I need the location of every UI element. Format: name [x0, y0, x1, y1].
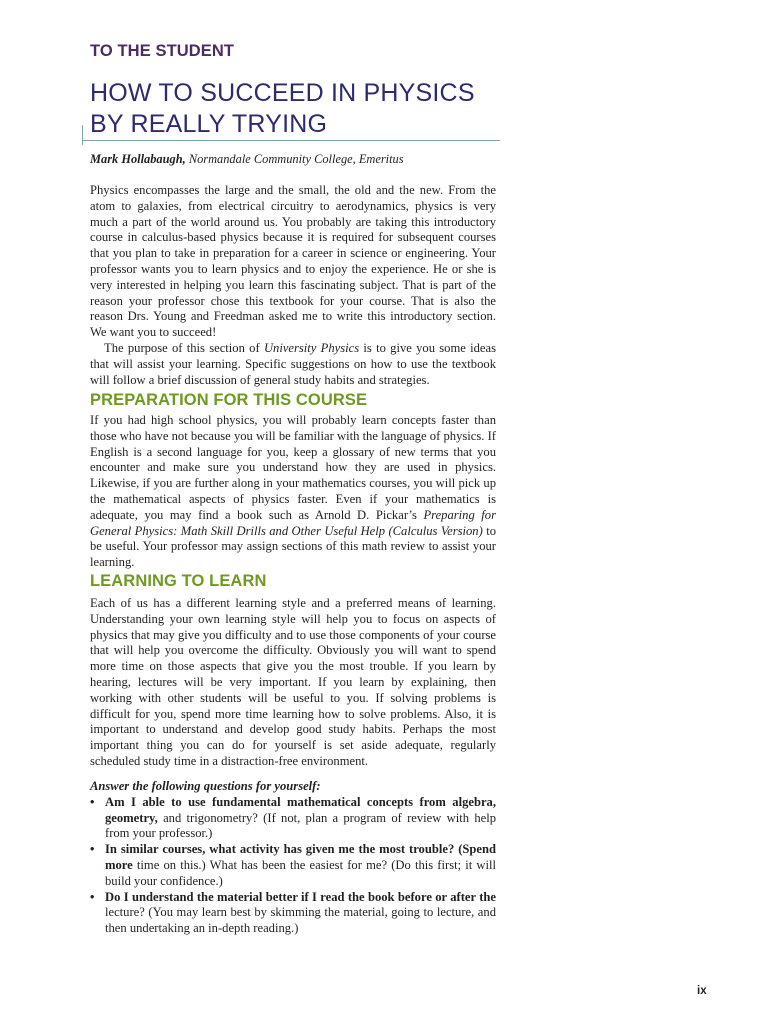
question-rest: lecture? (You may learn best by skimming the material, going to lecture, and then undertaking an in-depth reading.) [105, 905, 496, 936]
list-item [90, 795, 496, 842]
intro-paragraph-1: Physics encompasses the large and the small, the old and the new. From the atom to galaxies, from electrical circuitry to aerodynamics, physics is very much a part of the world around us. You probably are taking this introductory course in calculus-based physics because it is required for subsequent courses that you plan to take in preparation for a career in science or engineering. Your professor wants you to learn physics and to enjoy the experience. He or she is very interested in helping you learn this fascinating subject. That is part of the reason your professor chose this textbook for your course. That is also the reason Drs. Young and Freedman asked me to write this introductory section. We want you to succeed! [90, 183, 496, 340]
section-kicker: TO THE STUDENT [90, 42, 235, 60]
learning-paragraph: Each of us has a different learning style and a preferred means of learning. Understanding your own learning style will help you to focus on aspects of physics that may give you difficulty and to use those components of your course that will help you overcome the difficulty. Obviously you will want to spend more time on those aspects that give you the most trouble. If you learn by hearing, lectures will be very important. If you learn by explaining, then working with other students will be useful to you. If solving problems is difficult for you, spend more time learning how to solve problems. Also, it is important to understand and develop good study habits. Perhaps the most important thing you can do for yourself is set aside adequate, regularly scheduled study time in a distraction-free environment. [90, 596, 496, 768]
question-bold: Am I able to use fundamental mathematical concepts from algebra, geometry, [105, 794, 496, 825]
page-title [90, 78, 475, 140]
learning-section [90, 596, 496, 770]
page-title-line-2: BY REALLY TRYING [90, 110, 328, 138]
question-rest: time on this.) What has been the easiest for me? (Do this first; it will build your confidence.) [105, 857, 496, 888]
question-rest: and trigonometry? (If not, plan a program of review with help from your professor.) [105, 810, 496, 841]
preparation-heading: PREPARATION FOR THIS COURSE [90, 391, 368, 409]
title-rule-vertical [82, 125, 83, 145]
preparation-section [90, 413, 496, 571]
page-title-line-1: HOW TO SUCCEED IN PHYSICS [90, 79, 475, 107]
bullet-icon: • [90, 794, 95, 809]
author-byline [90, 152, 404, 167]
intro-p2-after: is to give you some ideas that will assist your learning. Specific suggestions on how to use the textbook will follow a brief discussion of general study habits and strategies. [90, 340, 496, 387]
page-number: ix [697, 985, 707, 997]
intro-p2-before: The purpose of this section of [104, 340, 264, 355]
question-bold: In similar courses, what activity has given me the most trouble? (Spend more [105, 842, 496, 872]
math-book-reference: Preparing for General Physics: Math Skill Drills and Other Useful Help (Calculus Version) [90, 507, 496, 538]
questions-lead: Answer the following questions for yourself: [90, 779, 321, 793]
preparation-text-before: If you had high school physics, you will probably learn concepts faster than those who have not because you will be familiar with the language of physics. If English is a second language for you, keep a glossary of new terms that you encounter and make sure you understand how they are used in physics. Likewise, if you are further along in your mathematics courses, you will pick up the mathematical aspects of physics faster. Even if your mathematics is adequate, you may find a book such as Arnold D. Pickar’s [90, 413, 496, 522]
preparation-text-after: to be useful. Your professor may assign sections of this math review to assist your learning. [90, 523, 497, 570]
questions-list [90, 795, 496, 937]
list-item [90, 890, 496, 937]
bullet-icon: • [90, 889, 95, 904]
list-item [90, 842, 496, 889]
bullet-icon: • [90, 842, 95, 857]
intro-paragraph-2 [90, 341, 496, 388]
book-title-reference: University Physics [263, 340, 360, 355]
author-affiliation: Normandale Community College, Emeritus [185, 152, 404, 166]
intro-section [90, 183, 496, 388]
preparation-paragraph [90, 413, 496, 571]
author-name: Mark Hollabaugh, [90, 152, 186, 166]
title-rule-horizontal [82, 140, 500, 141]
learning-heading: LEARNING TO LEARN [90, 572, 267, 590]
questions-section [90, 779, 496, 937]
question-bold: Do I understand the material better if I read the book before or after the [105, 889, 496, 904]
